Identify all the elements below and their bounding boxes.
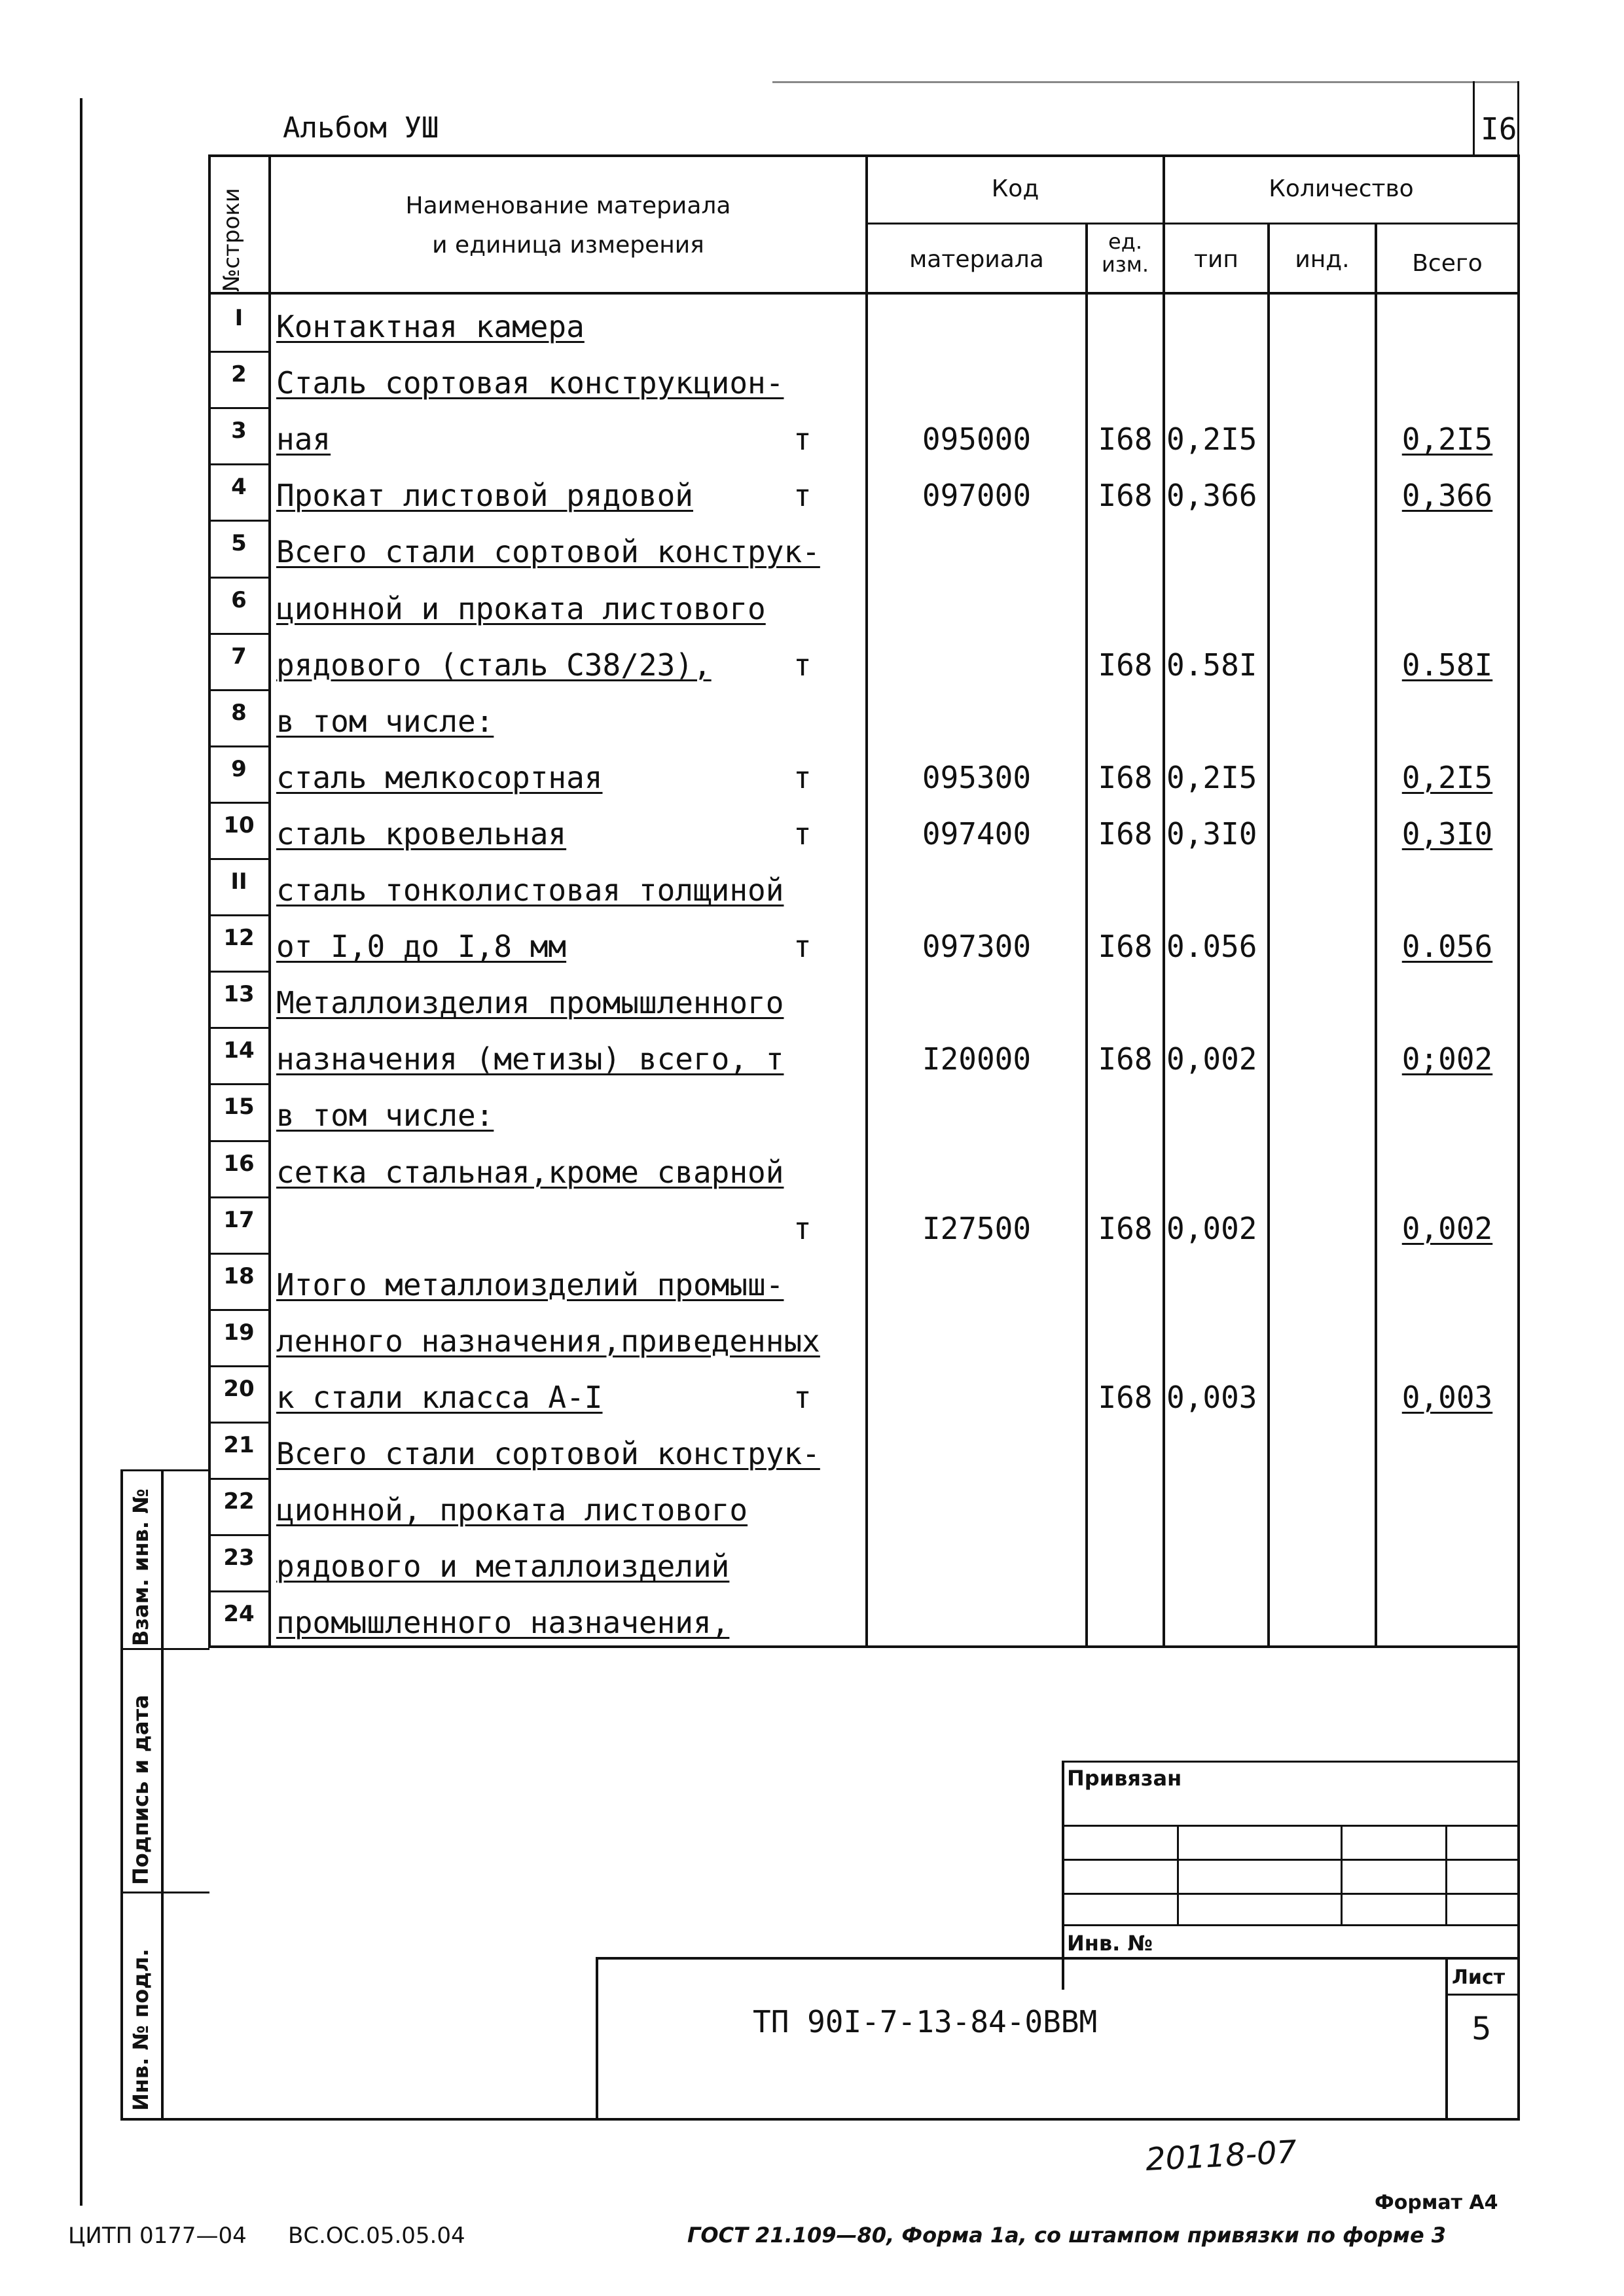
row-name: Итого металлоизделий промыш- (276, 1266, 784, 1302)
row-number: 24 (223, 1601, 255, 1628)
code-unit-header-line2: изм. (1101, 252, 1149, 278)
tb-main-left-line (596, 1957, 598, 2118)
row-separator (208, 1478, 268, 1480)
row-separator (208, 1196, 268, 1198)
row-number: 9 (231, 755, 247, 782)
row-separator (208, 351, 268, 353)
footer-gost: ГОСТ 21.109—80, Форма 1а, со штампом привязки по форме 3 (687, 2223, 1447, 2248)
row-separator (208, 802, 268, 804)
row-unit: т (793, 759, 812, 795)
row-separator (208, 407, 268, 409)
header-mid-line (865, 223, 1517, 224)
row-qty-total: 0,003 (1401, 1379, 1493, 1415)
row-separator (208, 1590, 268, 1592)
row-qty-total: 0,3I0 (1401, 816, 1493, 852)
row-separator (208, 520, 268, 522)
row-unit: т (793, 929, 812, 965)
row-unit: т (793, 422, 812, 457)
code-unit-header-line1: ед. (1108, 229, 1142, 254)
col-line-5 (1267, 223, 1270, 1647)
table-bottom-line (208, 1645, 1517, 1648)
row-qty-total: 0,002 (1401, 1210, 1493, 1246)
row-number: I (234, 305, 244, 331)
row-number: 4 (231, 474, 247, 501)
corner-box-left-line (1473, 81, 1475, 154)
row-separator (208, 1140, 268, 1142)
row-separator (208, 914, 268, 916)
row-unit: т (793, 478, 812, 514)
tb-line-1 (1062, 1825, 1517, 1827)
row-separator (208, 577, 268, 579)
row-separator (208, 1422, 268, 1424)
frame-top-faint-line (772, 81, 1519, 83)
row-unit: т (793, 647, 812, 683)
row-number: 6 (231, 586, 247, 613)
row-number: II (230, 869, 247, 895)
row-name: Металлоизделия промышленного (276, 985, 784, 1021)
row-separator (208, 633, 268, 635)
footer-series: ВС.ОС.05.05.04 (288, 2223, 465, 2249)
row-unit-code: I68 (1098, 1210, 1153, 1246)
row-separator (208, 463, 268, 465)
col-line-4 (1163, 154, 1165, 1647)
row-name: Всего стали сортовой конструк- (276, 534, 820, 570)
row-number: 3 (231, 418, 247, 444)
row-code: 097000 (922, 478, 1032, 514)
qty-type-header: тип (1194, 246, 1238, 273)
row-qty-type: 0,2I5 (1166, 422, 1257, 457)
row-unit-code: I68 (1098, 1379, 1153, 1415)
row-qty-type: 0,366 (1166, 478, 1257, 514)
code-unit-header (1088, 230, 1163, 276)
row-qty-total: 0;002 (1401, 1041, 1493, 1077)
code-header: Код (991, 175, 1039, 202)
tb-list-number: 5 (1471, 2011, 1492, 2047)
col-line-2 (865, 154, 868, 1647)
side-stamp-inv-podl: Инв. № подл. (128, 1948, 153, 2111)
header-bottom-line (208, 292, 1517, 295)
sheet-corner-number: I6 (1481, 111, 1517, 147)
side-stamp-line-1 (120, 1648, 209, 1650)
footer-format: Формат А4 (1375, 2191, 1498, 2214)
row-code: 095300 (922, 759, 1032, 795)
row-number: 2 (231, 361, 247, 388)
row-name: ционной и проката листового (276, 590, 766, 626)
tb-inv-label: Инв. № (1067, 1931, 1153, 1956)
tb-list-left-line (1445, 1957, 1448, 2118)
row-name: сталь мелкосортная (276, 759, 603, 795)
row-number-header: №строки (219, 188, 245, 292)
frame-left-line (80, 98, 82, 2206)
row-number: 7 (231, 643, 247, 670)
row-qty-type: 0,003 (1166, 1379, 1257, 1415)
frame-bottom-line (120, 2118, 1520, 2121)
row-unit: т (793, 816, 812, 852)
row-qty-total: 0,2I5 (1401, 422, 1493, 457)
row-separator (208, 1253, 268, 1255)
row-separator (208, 1534, 268, 1536)
row-unit: т (793, 1210, 812, 1246)
code-material-header: материала (909, 246, 1044, 273)
row-number: 16 (223, 1150, 255, 1177)
row-name: назначения (метизы) всего, т (276, 1041, 784, 1077)
row-name: промышленного назначения, (276, 1605, 730, 1641)
row-name: Всего стали сортовой конструк- (276, 1436, 820, 1471)
row-unit-code: I68 (1098, 929, 1153, 965)
row-name: ная (276, 422, 331, 457)
album-label: Альбом УШ (283, 111, 439, 145)
row-code: 097300 (922, 929, 1032, 965)
row-code: I27500 (922, 1210, 1032, 1246)
row-qty-type: 0,3I0 (1166, 816, 1257, 852)
row-name: ленного назначения,приведенных (276, 1323, 820, 1359)
row-name: рядового (сталь С38/23), (276, 647, 712, 683)
row-number: 8 (231, 699, 247, 726)
row-separator (208, 1365, 268, 1367)
row-separator (208, 971, 268, 973)
tb-main-top-line (596, 1957, 1517, 1960)
row-number: 21 (223, 1432, 255, 1458)
row-name: сталь тонколистовая толщиной (276, 872, 784, 908)
row-code: 097400 (922, 816, 1032, 852)
row-separator (208, 858, 268, 860)
row-name: ционной, проката листового (276, 1492, 748, 1528)
row-unit-code: I68 (1098, 478, 1153, 514)
row-separator (208, 1027, 268, 1029)
row-unit-code: I68 (1098, 647, 1153, 683)
row-qty-total: 0,366 (1401, 478, 1493, 514)
footer-left-code: ЦИТП 0177—04 (68, 2223, 247, 2249)
frame-top-line (208, 154, 1517, 157)
row-unit-code: I68 (1098, 422, 1153, 457)
tb-vline-1 (1177, 1825, 1179, 1924)
row-name: Сталь сортовая конструкцион- (276, 365, 784, 401)
row-unit-code: I68 (1098, 759, 1153, 795)
row-qty-type: 0,002 (1166, 1041, 1257, 1077)
row-name: в том числе: (276, 1098, 494, 1134)
tb-list-label: Лист (1452, 1966, 1506, 1989)
row-number: 5 (231, 530, 247, 557)
side-stamp-line-2 (120, 1892, 209, 1893)
row-qty-total: 0,2I5 (1401, 759, 1493, 795)
tb-list-mid-line (1445, 1994, 1517, 1996)
row-number: 12 (223, 925, 255, 952)
row-name: Контактная камера (276, 309, 585, 344)
qty-total-header: Всего (1412, 250, 1483, 277)
row-number: 14 (223, 1037, 255, 1064)
row-number: 18 (223, 1263, 255, 1289)
row-separator (208, 1309, 268, 1311)
row-separator (208, 1083, 268, 1085)
row-name: к стали класса А-I (276, 1379, 603, 1415)
row-code: I20000 (922, 1041, 1032, 1077)
quantity-header: Количество (1269, 175, 1414, 202)
handwritten-number: 20118-07 (1144, 2133, 1298, 2179)
tb-line-2 (1062, 1859, 1517, 1861)
row-qty-total: 0.056 (1401, 929, 1493, 965)
row-unit-code: I68 (1098, 816, 1153, 852)
tb-line-3 (1062, 1893, 1517, 1895)
row-name: рядового и металлоизделий (276, 1549, 730, 1585)
row-number: 20 (223, 1375, 255, 1402)
frame-right-line (1517, 154, 1520, 2118)
name-header-line2: и единица измерения (432, 232, 704, 259)
side-stamp-mid-line (161, 1469, 164, 2118)
name-header-line1: Наименование материала (405, 192, 731, 219)
side-stamp-podpis: Подпись и дата (128, 1695, 153, 1885)
row-qty-total: 0.58I (1401, 647, 1493, 683)
row-number: 17 (223, 1206, 255, 1233)
qty-ind-header: инд. (1295, 246, 1350, 273)
row-number: 23 (223, 1545, 255, 1571)
row-unit-code: I68 (1098, 1041, 1153, 1077)
tb-vline-3 (1445, 1825, 1447, 1924)
side-stamp-vzam: Взам. инв. № (128, 1488, 153, 1646)
row-qty-type: 0.056 (1166, 929, 1257, 965)
row-separator (208, 745, 268, 747)
corner-box-right-line (1517, 81, 1519, 154)
row-number: 15 (223, 1094, 255, 1121)
row-separator (208, 689, 268, 691)
row-name: от I,0 до I,8 мм (276, 929, 567, 965)
row-name: сетка стальная,кроме сварной (276, 1154, 784, 1190)
side-stamp-top-line (120, 1469, 209, 1471)
side-stamp-left-line (120, 1469, 123, 2118)
tb-line-4 (1062, 1924, 1517, 1926)
row-unit: т (793, 1379, 812, 1415)
row-number: 13 (223, 981, 255, 1008)
tb-doc-code: ТП 90I-7-13-84-0ВВМ (753, 2004, 1098, 2039)
row-qty-type: 0,2I5 (1166, 759, 1257, 795)
tb-top-line (1062, 1761, 1517, 1763)
row-name: Прокат листовой рядовой (276, 478, 693, 514)
row-name: сталь кровельная (276, 816, 567, 852)
row-qty-type: 0.58I (1166, 647, 1257, 683)
tb-privyazan-label: Привязан (1067, 1766, 1182, 1791)
row-number: 10 (223, 812, 255, 838)
tb-vline-2 (1341, 1825, 1343, 1924)
tb-left-line (1062, 1761, 1064, 1990)
row-qty-type: 0,002 (1166, 1210, 1257, 1246)
row-number: 19 (223, 1319, 255, 1346)
row-code: 095000 (922, 422, 1032, 457)
row-name: в том числе: (276, 703, 494, 739)
col-line-1 (268, 154, 271, 1647)
row-number: 22 (223, 1488, 255, 1515)
